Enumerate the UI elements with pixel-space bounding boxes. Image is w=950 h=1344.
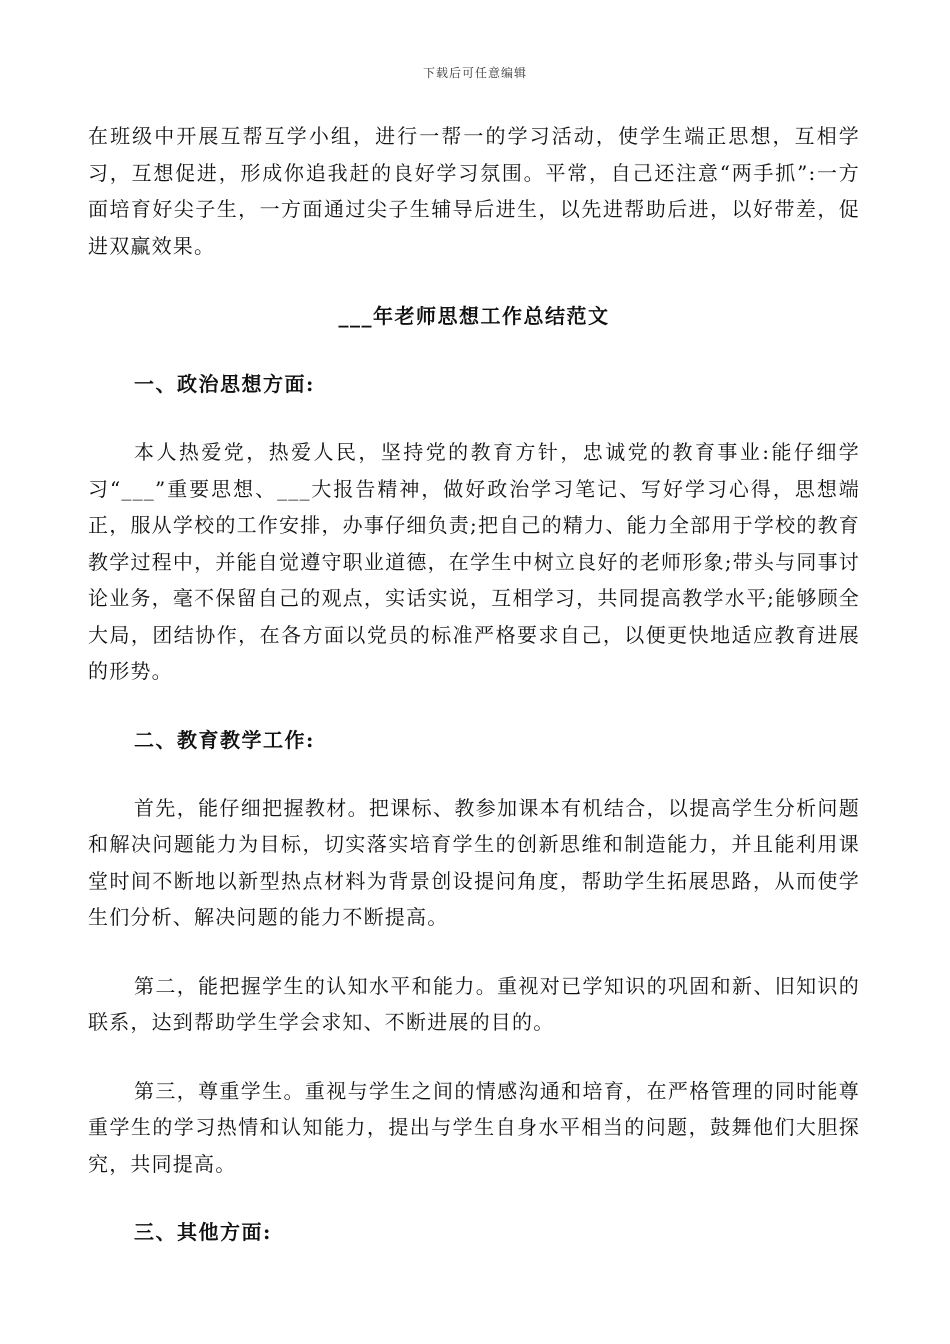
section-paragraph-teaching-first: 首先，能仔细把握教材。把课标、教参加课本有机结合，以提高学生分析问题和解决问题能力为目标，切实落实培育学生的创新思维和制造能力，并且能利用课堂时间不断地以新型热点材料为背景创设提问角度，帮助学生拓展思路，从而使学生们分析、解决问题的能力不断提高。 — [88, 795, 860, 929]
page-header-note: 下载后可任意编辑 — [422, 66, 527, 80]
section-paragraph-politics: 本人热爱党，热爱人民，坚持党的教育方针，忠诚党的教育事业:能仔细学习“___”重要思想、___大报告精神，做好政治学习笔记、写好学习心得，思想端正，服从学校的工作安排，办事仔细负责;把自己的精力、能力全部用于学校的教育教学过程中，并能自觉遵守职业道德，在学生中树立良好的老师形象;带头与同事讨论业务，毫不保留自己的观点，实话实说，互相学习，共同提高教学水平;能够顾全大局，团结协作，在各方面以党员的标准严格要求自己，以便更快地适应教育进展的形势。 — [88, 440, 860, 683]
section-heading-politics: 一、政治思想方面: — [134, 372, 315, 396]
document-title: ___年老师思想工作总结范文 — [338, 304, 610, 328]
section-paragraph-teaching-third: 第三，尊重学生。重视与学生之间的情感沟通和培育，在严格管理的同时能尊重学生的学习热情和认知能力，提出与学生自身水平相当的问题，鼓舞他们大胆探究，共同提高。 — [88, 1078, 860, 1176]
section-heading-other: 三、其他方面: — [134, 1220, 272, 1244]
section-paragraph-teaching-second: 第二，能把握学生的认知水平和能力。重视对已学知识的巩固和新、旧知识的联系，达到帮助学生学会求知、不断进展的目的。 — [88, 973, 860, 1034]
document-body — [88, 118, 860, 1250]
intro-paragraph: 在班级中开展互帮互学小组，进行一帮一的学习活动，使学生端正思想，互相学习，互想促进，形成你追我赶的良好学习氛围。平常，自己还注意“两手抓”:一方面培育好尖子生，一方面通过尖子生辅导后进生，以先进帮助后进，以好带差，促进双赢效果。 — [88, 124, 860, 258]
section-heading-teaching: 二、教育教学工作: — [134, 727, 315, 752]
